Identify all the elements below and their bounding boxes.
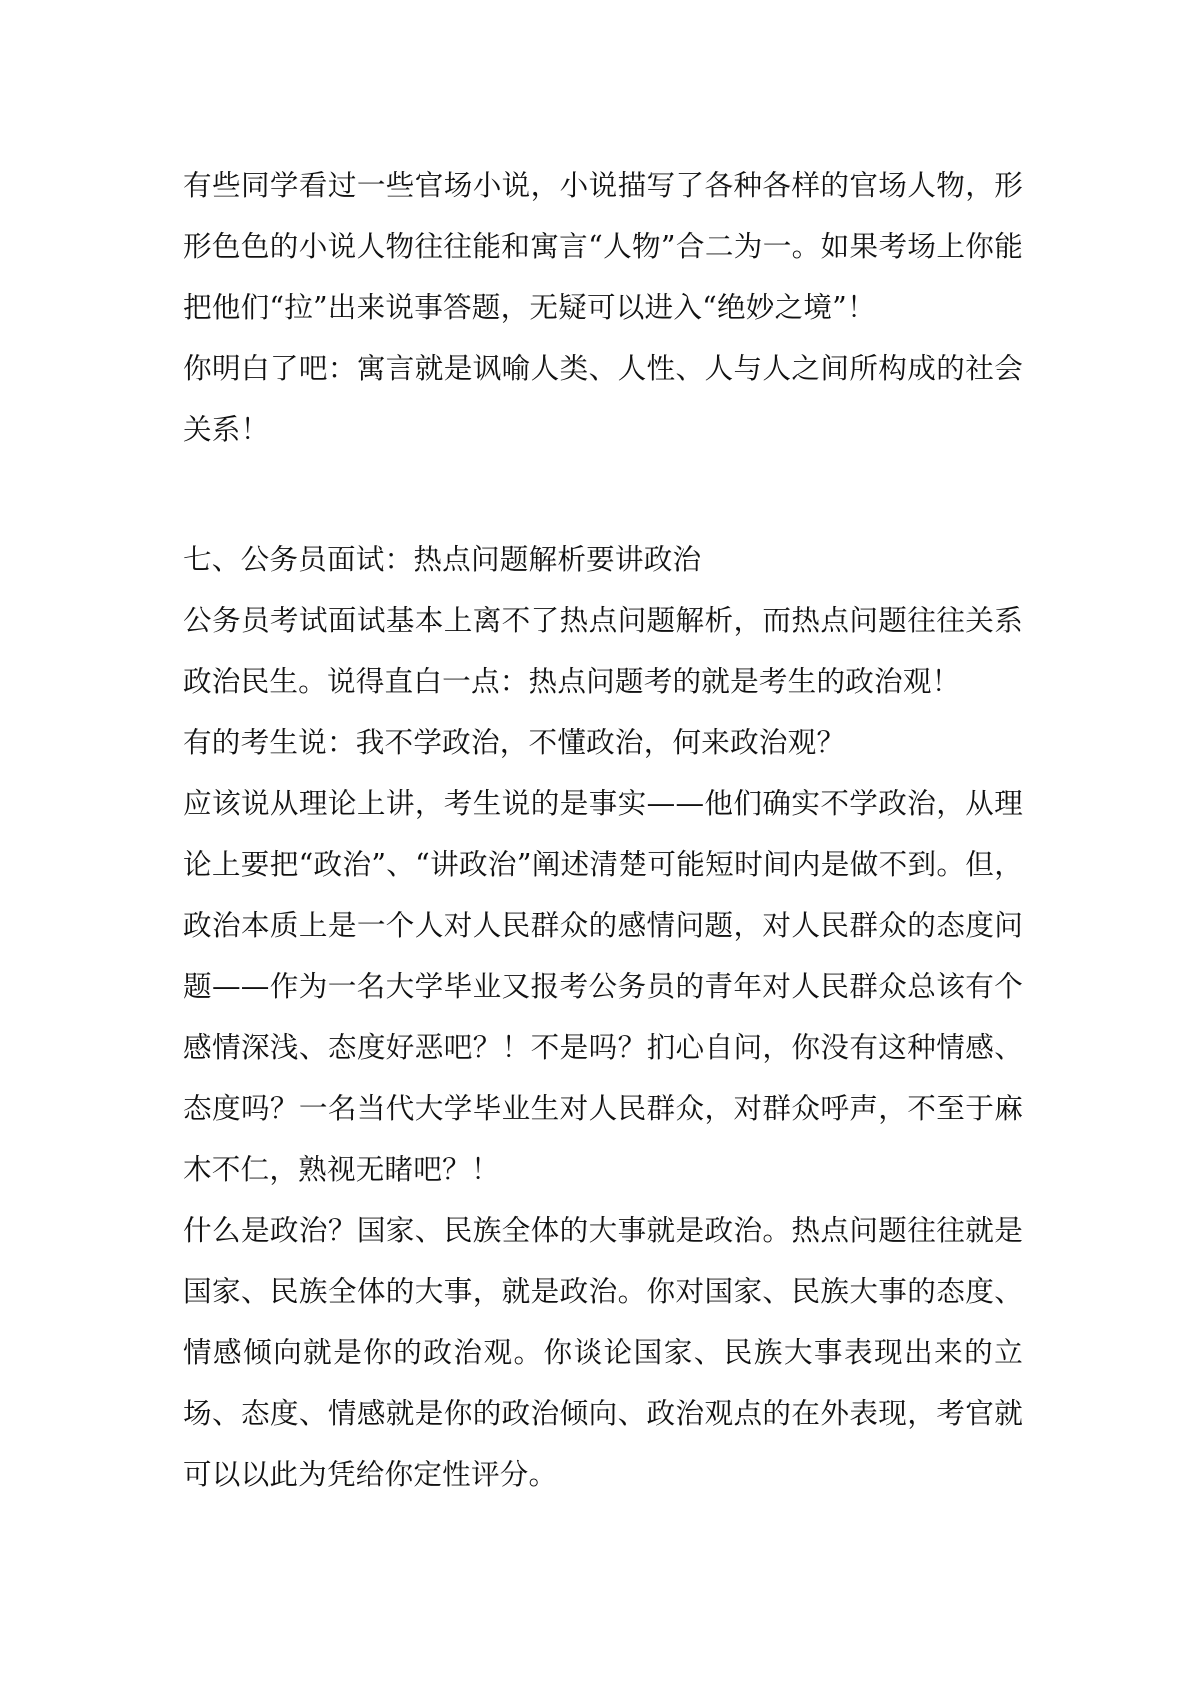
section-heading: 七、公务员面试：热点问题解析要讲政治	[183, 542, 702, 576]
paragraph: 你明白了吧：寓言就是讽喻人类、人性、人与人之间所构成的社会关系！	[183, 351, 1023, 446]
section-6-tail	[183, 155, 1023, 460]
paragraph: 有些同学看过一些官场小说，小说描写了各种各样的官场人物，形形色色的小说人物往往能和寓言“人物”合二为一。如果考场上你能把他们“拉”出来说事答题，无疑可以进入“绝妙之境”！	[183, 168, 1023, 324]
paragraph: 有的考生说：我不学政治，不懂政治，何来政治观？	[183, 725, 846, 759]
section-7	[183, 529, 1023, 1505]
paragraph: 什么是政治？国家、民族全体的大事就是政治。热点问题往往就是国家、民族全体的大事，就是政治。你对国家、民族大事的态度、情感倾向就是你的政治观。你谈论国家、民族大事表现出来的立场、态度、情感就是你的政治倾向、政治观点的在外表现，考官就可以以此为凭给你定性评分。	[183, 1213, 1023, 1491]
paragraph: 应该说从理论上讲，考生说的是事实——他们确实不学政治，从理论上要把“政治”、“讲政治”阐述清楚可能短时间内是做不到。但，政治本质上是一个人对人民群众的感情问题，对人民群众的态度问题——作为一名大学毕业又报考公务员的青年对人民群众总该有个感情深浅、态度好恶吧？！不是吗？扪心自问，你没有这种情感、态度吗？一名当代大学毕业生对人民群众，对群众呼声，不至于麻木不仁，熟视无睹吧？！	[183, 786, 1023, 1186]
paragraph: 公务员考试面试基本上离不了热点问题解析，而热点问题往往关系政治民生。说得直白一点：热点问题考的就是考生的政治观！	[183, 603, 1023, 698]
